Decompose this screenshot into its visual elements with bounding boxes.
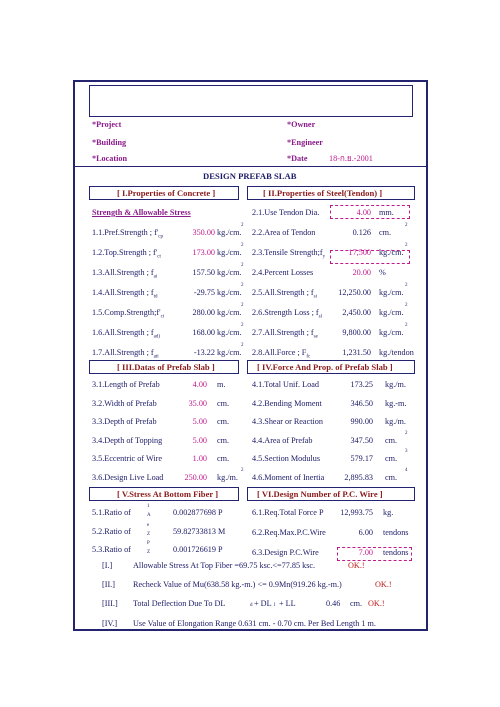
stress-row-value: 59.82733813 M: [173, 526, 226, 536]
check-text: Total Deflection Due To DL: [133, 599, 226, 608]
force-row-value: 579.17: [350, 454, 373, 463]
steel-row-value: 9,800.00: [342, 328, 371, 337]
steel-row-label: 2.4.Percent Losses: [252, 268, 314, 277]
steel-row-value: 20.00: [352, 268, 371, 277]
slab-row-value: 1.00: [192, 454, 207, 463]
force-row-value: 173.25: [350, 380, 373, 389]
slab-row-unit: cm.: [217, 398, 230, 408]
steel-row-value: 2,450.00: [342, 308, 371, 317]
page-title: DESIGN PREFAB SLAB: [203, 171, 297, 181]
concrete-row-label: 1.6.All.Strength ; $f_{ad)}$: [92, 328, 161, 340]
unit-superscript: 2: [405, 283, 408, 288]
unit-superscript: 2: [405, 243, 408, 248]
slab-row-unit: cm.: [217, 417, 230, 426]
date-value: 18-ก.ย.-2001: [329, 154, 373, 163]
concrete-row-value: 173.00: [192, 248, 215, 257]
slab-row-value: 250.00: [184, 472, 207, 482]
slab-row-label: 3.5.Eccentric of Wire: [92, 454, 162, 463]
force-row-value: 347.50: [350, 435, 373, 445]
fraction-denominator: Z: [147, 550, 151, 555]
project-label: *Project: [92, 120, 122, 129]
date-label: *Date: [287, 154, 308, 163]
steel-row-label: 2.1.Use Tendon Dia.: [252, 208, 320, 217]
unit-superscript: 2: [241, 303, 244, 308]
check-text: Recheck Value of Mu(638.58 kg.-m.) <= 0.9Mn(919.26 kg.-m.): [133, 580, 342, 589]
force-row-unit: cm.: [385, 435, 398, 445]
concrete-row-unit: kg./cm.: [217, 228, 242, 237]
check-status: OK.!: [375, 580, 392, 589]
section-1-title: [ I.Properties of Concrete ]: [117, 188, 216, 198]
subscript: fc: [306, 354, 311, 360]
steel-row-label: 2.2.Area of Tendon: [252, 228, 316, 237]
subscript: y: [322, 254, 326, 260]
concrete-row-label: 1.4.All.Strength ; $f_{td}$: [92, 288, 158, 300]
header-box: [89, 85, 413, 117]
steel-row-label: 2.3.Tensile $Strength;f_y$: [252, 248, 326, 260]
stress-row-value: 0.002877698 P: [173, 508, 223, 517]
steel-row-unit: kg./cm.: [379, 248, 404, 257]
slab-row-label: 3.6.Design Live Load: [92, 472, 164, 482]
concrete-row-value: 350.00: [192, 228, 215, 237]
force-row-value: 990.00: [350, 417, 373, 426]
concrete-row-value: 157.50: [192, 268, 215, 277]
force-row-value: 346.50: [350, 398, 373, 408]
stress-row-label: 5.1.Ratio of: [92, 508, 131, 517]
building-label: *Building: [92, 138, 127, 147]
unit-superscript: 2: [405, 303, 408, 308]
force-row-label: 4.3.Shear or Reaction: [252, 417, 323, 426]
stress-row-label: 5.2.Ratio of: [92, 526, 131, 536]
stress-row-value: 0.001726619 P: [173, 545, 223, 554]
wire-row-unit: tendons: [383, 548, 409, 557]
wire-row-label: 6.2.Req.Max.P.C.Wire: [252, 528, 326, 537]
subscript: cp: [158, 234, 164, 240]
owner-label: *Owner: [287, 120, 316, 129]
unit-superscript: 2: [241, 283, 244, 288]
check-status: OK.!: [348, 561, 365, 570]
check-text-3: + LL: [279, 599, 296, 608]
subscript: sl: [318, 314, 322, 320]
steel-row-unit: cm.: [379, 228, 392, 237]
force-row-label: 4.6.Moment of Inertia: [252, 472, 325, 482]
concrete-row-unit: kg./cm.: [217, 328, 242, 337]
unit-superscript: 2: [405, 323, 408, 328]
concrete-row-label: $1.5.Comp.Strength;f'_{ci}$: [92, 308, 165, 320]
wire-row-label: 6.1.Req.Total Force P: [252, 508, 324, 517]
check-unit: cm.: [350, 599, 363, 608]
force-row-value: 2,895.83: [344, 472, 373, 482]
concrete-row-unit: kg./cm.: [217, 348, 242, 357]
slab-row-unit: cm.: [217, 454, 230, 463]
check-text: Use Value of Elongation Range 0.631 cm. - 0.70 cm. Per Bed Length 1 m.: [133, 619, 376, 628]
force-row-label: 4.2.Bending Moment: [252, 398, 322, 408]
section-5-title: [ V.Stress At Bottom Fiber ]: [117, 489, 219, 499]
concrete-row-value: -13.22: [193, 348, 215, 357]
subscript: si: [313, 294, 317, 300]
wire-row-value: 12,993.75: [340, 508, 373, 517]
location-label: *Location: [92, 154, 128, 163]
subscript: ad): [153, 334, 161, 340]
force-row-unit: cm.: [385, 472, 398, 482]
unit-superscript: 2: [241, 323, 244, 328]
slab-row-unit: m.: [217, 380, 226, 389]
slab-row-label: 3.4.Depth of Topping: [92, 435, 163, 445]
stress-row-label: 5.3.Ratio of: [92, 545, 131, 554]
slab-row-value: 35.00: [188, 398, 207, 408]
strength-heading: Strength & Allowable Stress: [92, 208, 191, 217]
wire-row-value: 7.00: [358, 548, 373, 557]
concrete-row-unit: kg./cm.: [217, 288, 242, 297]
force-row-unit: cm.: [385, 454, 398, 463]
steel-row-value: 4.00: [356, 208, 371, 217]
fraction-numerator: P: [147, 541, 150, 546]
unit-superscript: 4: [405, 467, 408, 473]
steel-row-unit: mm.: [379, 208, 394, 217]
force-row-unit: kg./m.: [385, 380, 406, 389]
subscript: ati: [153, 354, 159, 360]
steel-row-unit: kg./cm.: [379, 308, 404, 317]
force-row-unit: kg.-m.: [385, 398, 407, 408]
unit-superscript: 2: [405, 223, 408, 228]
slab-row-label: 3.3.Depth of Prefab: [92, 417, 157, 426]
concrete-row-value: -29.75: [193, 288, 215, 297]
check-sub-d: d: [250, 603, 253, 608]
steel-row-unit: kg./cm.: [379, 328, 404, 337]
slab-row-unit: kg./m.: [217, 472, 238, 482]
engineer-label: *Engineer: [287, 138, 323, 147]
slab-row-label: 3.2.Width of Prefab: [92, 398, 157, 408]
subscript: ci: [160, 314, 165, 320]
section-3-title: [ III.Datas of Prefab Slab ]: [117, 362, 215, 372]
unit-superscript: 2: [405, 430, 408, 436]
concrete-row-value: 280.00: [192, 308, 215, 317]
slab-row-label: 3.1.Length of Prefab: [92, 380, 160, 389]
steel-row-unit: kg./cm.: [379, 288, 404, 297]
wire-row-value: 6.00: [358, 528, 373, 537]
concrete-row-unit: kg./cm.: [217, 248, 242, 257]
concrete-row-label: 1.1.Pref.Strength ; $f'_{cp}$: [92, 228, 164, 240]
steel-row-value: 0.126: [352, 228, 371, 237]
section-4-title: [ IV.Force And Prop. of Prefab Slab ]: [257, 362, 393, 372]
subscript: ai: [153, 274, 158, 280]
check-text-2: + DL: [254, 599, 272, 608]
section-2-title: [ II.Properties of Steel(Tendon) ]: [263, 188, 383, 198]
fraction-numerator: e: [147, 522, 150, 528]
fraction-numerator: 1: [147, 504, 150, 509]
wire-row-unit: kg.: [383, 508, 394, 517]
check-value: 0.46: [326, 599, 341, 608]
section-6-title: [ VI.Design Number of P.C. Wire ]: [257, 489, 383, 499]
steel-row-label: 2.6.Strength Loss ; $f_{sl}$: [252, 308, 322, 320]
unit-superscript: 2: [241, 467, 244, 473]
steel-row-value: 12,250.00: [338, 288, 371, 297]
unit-superscript: 2: [241, 343, 244, 348]
steel-row-value: 1,231.50: [342, 348, 371, 357]
concrete-row-label: 1.3.All.Strength ; $f_{ai}$: [92, 268, 158, 280]
check-status: OK.!: [368, 599, 385, 608]
design-sheet: [73, 80, 428, 631]
slab-row-value: 5.00: [192, 417, 207, 426]
steel-row-value: 17,500: [348, 248, 371, 257]
wire-row-unit: tendons: [383, 528, 409, 537]
check-number: [III.]: [102, 599, 118, 608]
unit-superscript: 2: [241, 263, 244, 268]
concrete-row-label: 1.7.All.Strength ; $f_{ati}$: [92, 348, 159, 360]
slab-row-value: 5.00: [192, 435, 207, 445]
subscript: ct: [157, 254, 161, 260]
force-row-label: 4.4.Area of Prefab: [252, 435, 313, 445]
slab-row-value: 4.00: [192, 380, 207, 389]
force-row-unit: kg./m.: [385, 417, 406, 426]
force-row-label: 4.5.Section Modulus: [252, 454, 321, 463]
subscript: se: [313, 334, 318, 340]
check-number: [I.]: [102, 561, 113, 570]
concrete-row-unit: kg./cm.: [217, 268, 242, 277]
unit-superscript: 2: [241, 243, 244, 248]
check-text: Allowable Stress At Top Fiber =69.75 ksc.<=77.85 ksc.: [133, 561, 316, 570]
check-number: [II.]: [102, 580, 115, 589]
slab-row-unit: cm.: [217, 435, 230, 445]
wire-row-label: 6.3.Design P.C.Wire: [252, 548, 319, 557]
steel-row-label: 2.8.All.Force ; $F_{fc}$: [252, 348, 311, 360]
concrete-row-value: 168.00: [192, 328, 215, 337]
steel-row-unit: kg./tendon: [379, 348, 414, 357]
check-number: [IV.]: [102, 619, 118, 628]
divider-top: [75, 166, 426, 167]
force-row-label: 4.1.Total Unif. Load: [252, 380, 319, 389]
check-sub-l: l: [274, 603, 276, 608]
concrete-row-label: 1.2.Top.Strength ; $f'_{ct}$: [92, 248, 161, 260]
unit-superscript: 3: [405, 449, 408, 454]
fraction-denominator: Z: [147, 531, 151, 537]
fraction-denominator: A: [147, 513, 151, 518]
unit-superscript: 2: [241, 223, 244, 228]
steel-row-unit: %: [379, 268, 386, 277]
subscript: td: [153, 294, 158, 300]
concrete-row-unit: kg./cm.: [217, 308, 242, 317]
steel-row-label: 2.5.All.Strength ; $f_{si}$: [252, 288, 317, 300]
steel-row-label: 2.7.All.Strength ; $f_{se}$: [252, 328, 318, 340]
